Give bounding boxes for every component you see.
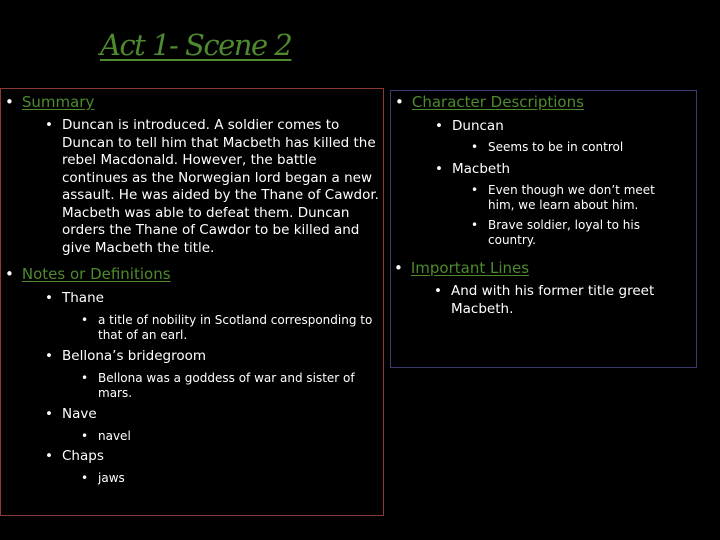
slide-title: Act 1- Scene 2 bbox=[100, 28, 292, 62]
character-detail: • Brave soldier, loyal to his country. bbox=[488, 218, 678, 248]
characters-heading: • Character Descriptions bbox=[395, 93, 584, 111]
important-lines-heading: • Important Lines bbox=[394, 259, 529, 277]
note-definition: • Bellona was a goddess of war and sister of mars. bbox=[98, 371, 383, 401]
note-term: • Nave bbox=[62, 406, 97, 424]
important-line: • And with his former title greet Macbeth. bbox=[451, 283, 691, 318]
left-text-box bbox=[0, 88, 384, 516]
note-term: • Bellona’s bridegroom bbox=[62, 348, 206, 366]
character-name: • Macbeth bbox=[452, 161, 510, 179]
right-text-box bbox=[390, 90, 697, 368]
note-term: • Chaps bbox=[62, 448, 104, 466]
character-detail: • Even though we don’t meet him, we learn about him. bbox=[488, 183, 678, 213]
summary-text: • Duncan is introduced. A soldier comes to Duncan to tell him that Macbeth has killed the rebel Macdonald. However, the battle continues as the Norwegian lord began a new assault. He was aided by the Thane of Cawdor. Macbeth was able to defeat them. Duncan orders the Thane of Cawdor to be killed and give Macbeth the title. bbox=[62, 117, 382, 257]
character-name: • Duncan bbox=[452, 118, 504, 136]
character-detail: • Seems to be in control bbox=[488, 140, 623, 155]
note-definition: • navel bbox=[98, 429, 131, 444]
summary-heading: • Summary bbox=[5, 93, 94, 111]
note-term: • Thane bbox=[62, 290, 104, 308]
notes-heading: • Notes or Definitions bbox=[5, 265, 171, 283]
note-definition: • a title of nobility in Scotland corresponding to that of an earl. bbox=[98, 313, 383, 343]
note-definition: • jaws bbox=[98, 471, 125, 486]
